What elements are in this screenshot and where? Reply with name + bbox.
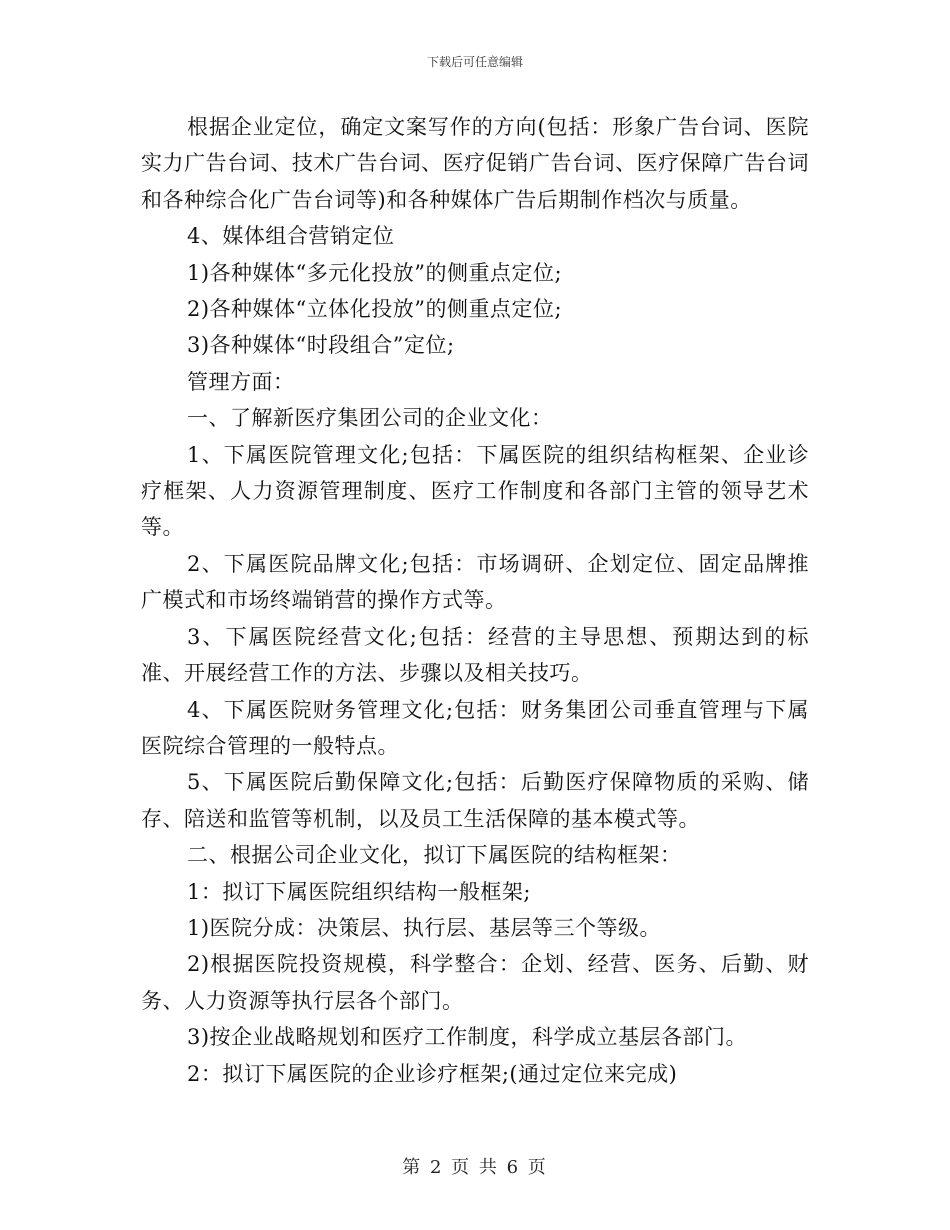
paragraph: 2)各种媒体“立体化投放”的侧重点定位; [187, 297, 563, 322]
paragraph: 2：拟订下属医院的企业诊疗框架;(通过定位来完成) [187, 1061, 678, 1086]
paragraph: 一、了解新医疗集团公司的企业文化： [187, 406, 553, 431]
paragraph: 2)根据医院投资规模，科学整合：企划、经营、医务、后勤、财务、人力资源等执行层各个部门。 [141, 952, 809, 1013]
paragraph: 1)各种媒体“多元化投放”的侧重点定位; [187, 260, 563, 285]
paragraph: 二、根据公司企业文化，拟订下属医院的结构框架： [187, 843, 682, 868]
paragraph: 4、下属医院财务管理文化;包括：财务集团公司垂直管理与下属医院综合管理的一般特点。 [141, 697, 809, 758]
page-number-footer: 第 2 页 共 6 页 [402, 1157, 548, 1178]
paragraph: 5、下属医院后勤保障文化;包括：后勤医疗保障物质的采购、储存、陪送和监管等机制，以及员工生活保障的基本模式等。 [141, 770, 809, 831]
page-header-note: 下载后可任意编辑 [426, 55, 523, 69]
paragraph: 根据企业定位，确定文案写作的方向(包括：形象广告台词、医院实力广告台词、技术广告台词、医疗促销广告台词、医疗保障广告台词和各种综合化广告台词等)和各种媒体广告后期制作档次与质量。 [141, 115, 809, 212]
paragraph: 1：拟订下属医院组织结构一般框架; [187, 879, 531, 904]
paragraph: 4、媒体组合营销定位 [187, 224, 395, 249]
paragraph: 3)按企业战略规划和医疗工作制度，科学成立基层各部门。 [187, 1025, 748, 1050]
paragraph: 1、下属医院管理文化;包括：下属医院的组织结构框架、企业诊疗框架、人力资源管理制度、医疗工作制度和各部门主管的领导艺术等。 [141, 442, 809, 540]
paragraph: 2、下属医院品牌文化;包括：市场调研、企划定位、固定品牌推广模式和市场终端销营的操作方式等。 [141, 551, 809, 613]
paragraph: 1)医院分成：决策层、执行层、基层等三个等级。 [187, 915, 662, 940]
paragraph: 3、下属医院经营文化;包括：经营的主导思想、预期达到的标准、开展经营工作的方法、步骤以及相关技巧。 [141, 624, 809, 686]
paragraph: 管理方面： [187, 369, 295, 394]
document-body [141, 109, 809, 1092]
paragraph: 3)各种媒体“时段组合”定位; [187, 333, 455, 358]
